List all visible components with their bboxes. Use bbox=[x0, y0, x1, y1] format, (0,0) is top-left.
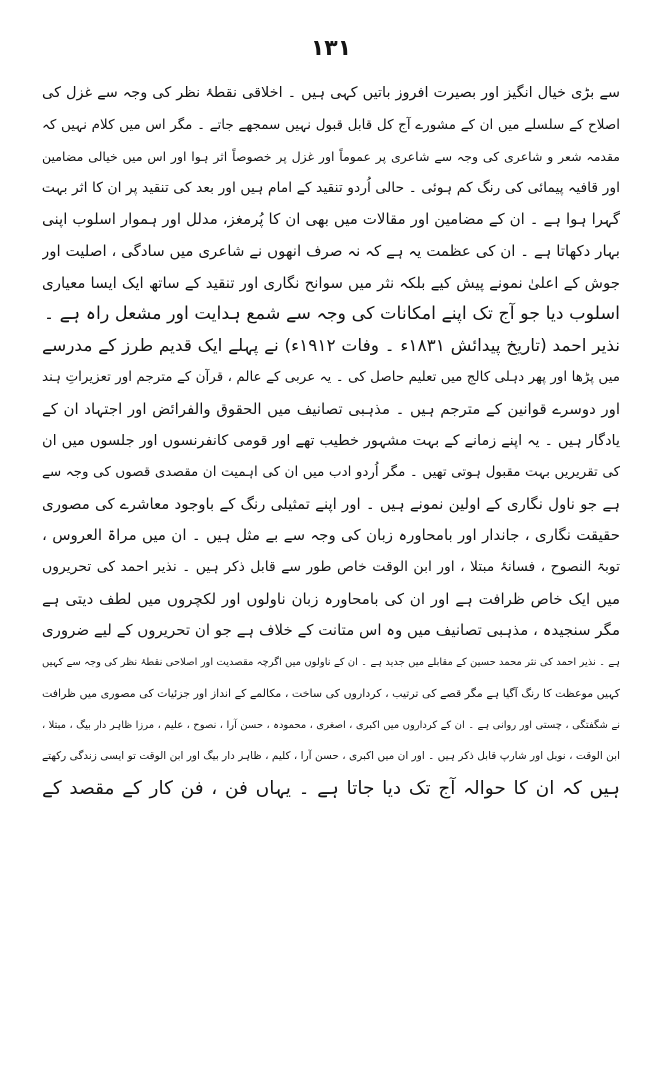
text-line: سے بڑی خیال انگیز اور بصیرت افروز باتیں کہی ہیں ۔ اخلاقی نقطۂ نظر کی وجہ سے غزل کی bbox=[42, 85, 620, 101]
body-text bbox=[42, 78, 620, 805]
text-line: کی تقریریں بہت مقبول ہوتی تھیں ۔ مگر اُردو ادب میں ان کی اہمیت ان مقصدی قصوں کی وجہ سے bbox=[42, 464, 620, 481]
text-line: میں پڑھا اور پھر دہلی کالج میں تعلیم حاصل کی ۔ یہ عربی کے عالم ، قرآن کے مترجم اور تعزیراتِ ہند bbox=[42, 369, 620, 386]
text-line: ابن الوقت ، نوبل اور شارپ قابل ذکر ہیں ۔ اور ان میں اکبری ، حسن آرا ، کلیم ، ظاہر دار بیگ اور ابن الوقت تو ایسی زندگی رکھتے bbox=[42, 750, 620, 763]
text-line: اور قافیہ پیمائی کی رنگ کم ہوئی ۔ حالی اُردو تنقید کے امام ہیں اور بعد کی تنقید پر ان کا اثر بہت bbox=[42, 179, 620, 196]
text-line: اصلاح کے سلسلے میں ان کے مشورے آج کل قابل قبول نہیں سمجھے جاتے ۔ مگر اس میں کلام نہیں کہ bbox=[42, 116, 620, 133]
text-line: یادگار ہیں ۔ یہ اپنے زمانے کے بہت مشہور خطیب تھے اور قومی کانفرنسوں اور جلسوں میں ان bbox=[42, 432, 620, 449]
text-line: اور دوسرے قوانین کے مترجم ہیں ۔ مذہبی تصانیف میں الحقوق والفرائض اور اجتہاد ان کے bbox=[42, 399, 620, 418]
text-line: اسلوب دیا جو آج تک اپنے امکانات کی وجہ سے شمع ہدایت اور مشعل راہ ہے ۔ bbox=[43, 304, 620, 325]
text-line: مقدمہ شعر و شاعری کی وجہ سے شاعری پر عموماً اور غزل پر خصوصاً اثر ہوا اور اس میں خیالی مضامین bbox=[42, 149, 620, 165]
text-line: بہار دکھاتا ہے ۔ ان کی عظمت یہ ہے کہ نہ صرف انھوں نے شاعری میں سادگی ، اصلیت اور bbox=[42, 241, 620, 260]
text-line: ہے ۔ نذیر احمد کی نثر محمد حسین کے مقابلے میں جدید ہے ۔ ان کے ناولوں میں اگرچہ مقصدیت اور اصلاحی نقطۂ نظر کی وجہ سے کہیں bbox=[42, 656, 620, 668]
text-line: نذیر احمد (تاریخ پیدائش ۱۸۳۱ء ۔ وفات ۱۹۱۲ء) نے پہلے ایک قدیم طرز کے مدرسے bbox=[42, 335, 620, 356]
text-line: گہرا ہوا ہے ۔ ان کے مضامین اور مقالات میں بھی ان کا پُرمغز، مدلل اور ہموار اسلوب اپنی bbox=[42, 210, 620, 229]
text-line: نے شگفتگی ، چستی اور روانی ہے ۔ ان کے کرداروں میں اکبری ، اصغری ، محمودہ ، حسن آرا ، نصوح ، علیم ، مرزا ظاہر دار بیگ ، مبتلا ، bbox=[42, 719, 620, 731]
text-line: ہیں کہ ان کا حوالہ آج تک دیا جاتا ہے ۔ یہاں فن ، فن کار کے مقصد کے bbox=[42, 778, 620, 800]
text-line: جوش کے اعلیٰ نمونے پیش کیے بلکہ نثر میں سوانح نگاری اور تنقید کے ساتھ ایک ایسا معیاری bbox=[42, 273, 620, 292]
text-line: حقیقت نگاری ، جاندار اور بامحاورہ زبان کی وجہ سے بے مثل ہیں ۔ ان میں مراۃ العروس ، bbox=[42, 526, 620, 545]
text-line: توبۃ النصوح ، فسانۂ مبتلا ، اور ابن الوقت خاص طور سے قابل ذکر ہیں ۔ نذیر احمد کی تحریروں bbox=[42, 558, 620, 575]
text-line: ہے جو ناول نگاری کے اولین نمونے ہیں ۔ اور اپنے تمثیلی رنگ کے باوجود معاشرے کی مصوری bbox=[42, 494, 620, 513]
page-number: ۱۳۱ bbox=[310, 36, 352, 61]
text-line: مگر سنجیدہ ، مذہبی تصانیف میں وہ اس متانت کے خلاف ہے جو ان تحریروں کے لیے ضروری bbox=[42, 621, 620, 640]
text-line: میں ایک خاص ظرافت ہے اور ان کی بامحاورہ زبان ناولوں اور لکچروں میں لطف دیتی ہے bbox=[42, 589, 620, 608]
text-line: کہیں موعظت کا رنگ آگیا ہے مگر قصے کی ترتیب ، کرداروں کی ساخت ، مکالمے کے انداز اور جزئیات کی مصوری میں ظرافت bbox=[42, 687, 620, 701]
